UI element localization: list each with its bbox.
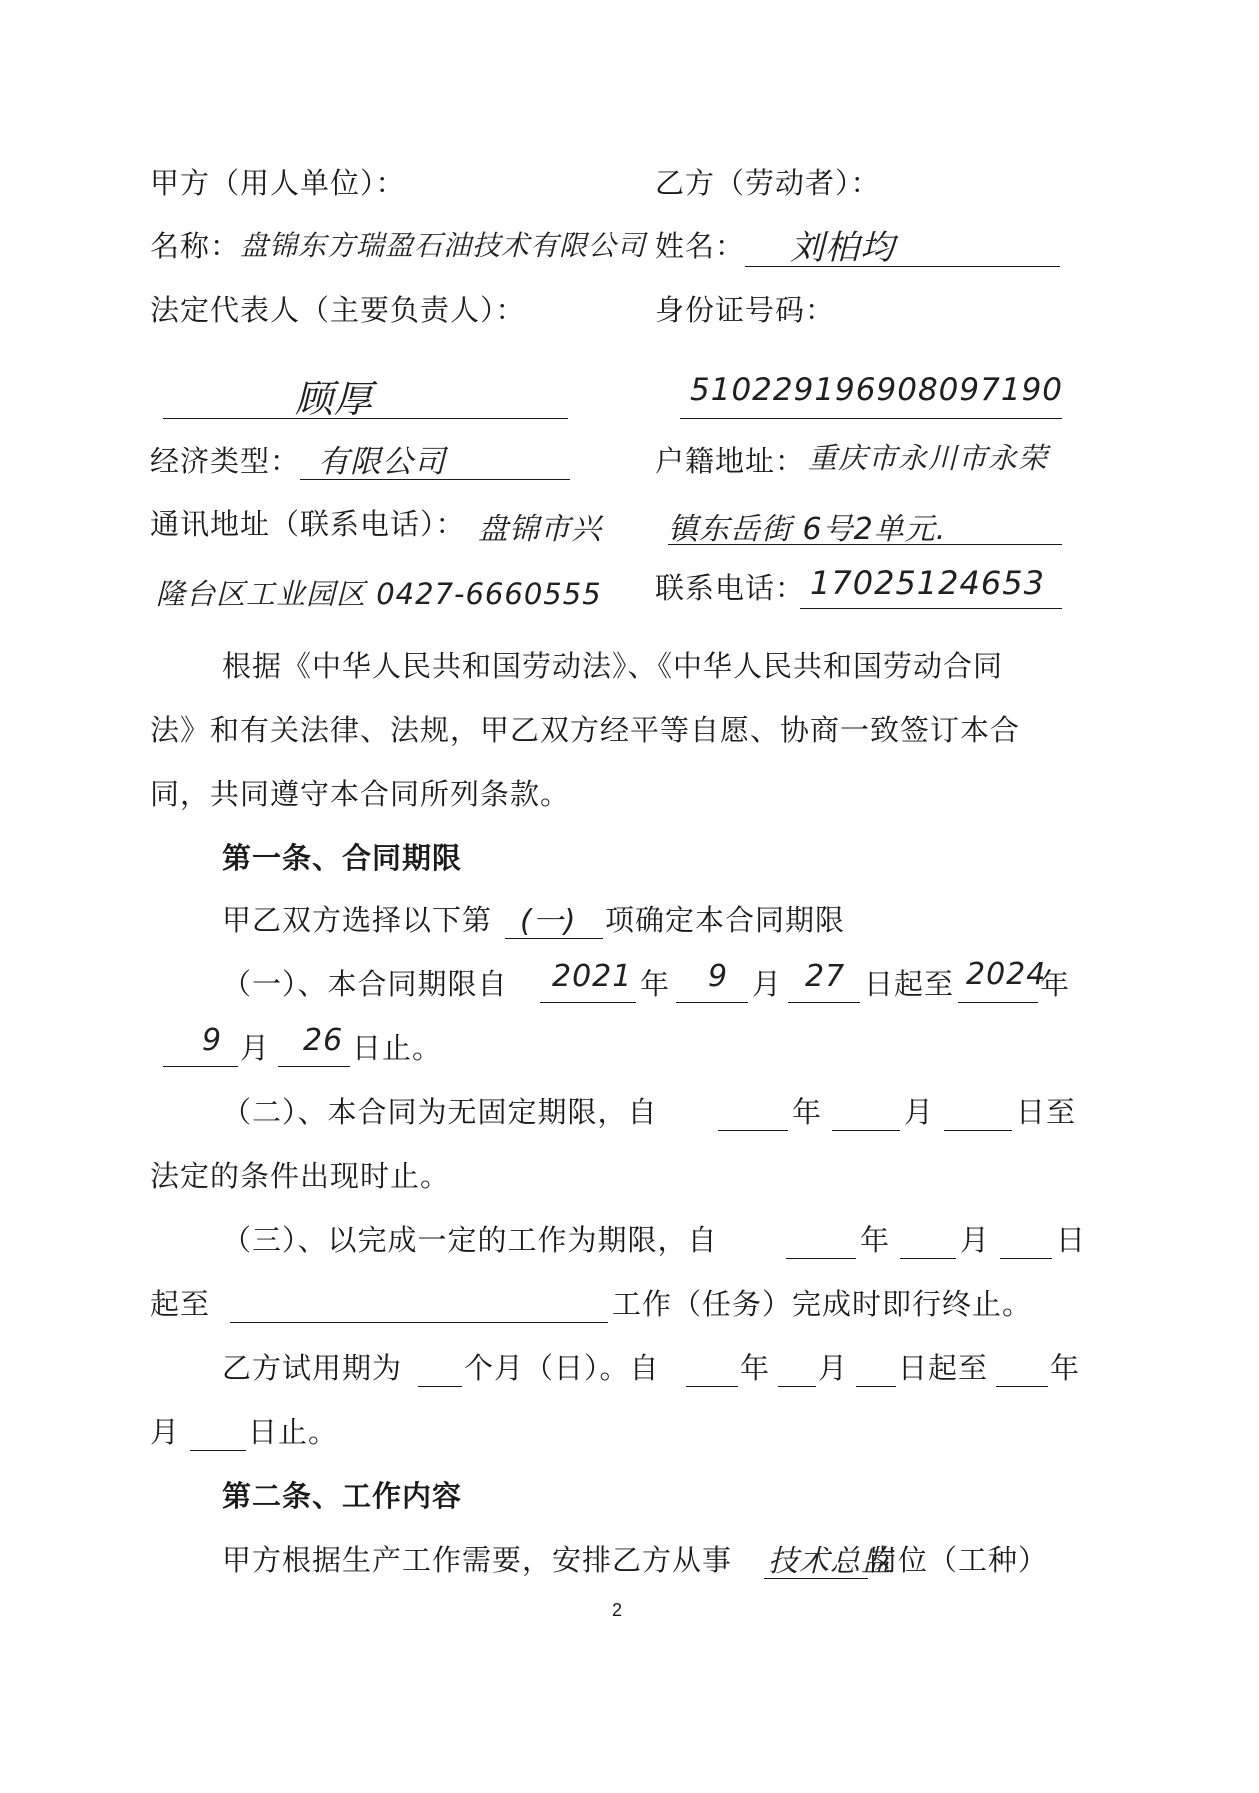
option-1-end-year-underline [958,1002,1038,1003]
party-a-addr-value-1: 盘锦市兴 [478,512,602,547]
option-1-start-year: 2021 [552,959,633,994]
party-a-heading: 甲方（用人单位）： [150,166,406,200]
option-3-day-blank [1000,1258,1052,1259]
option-1-end-year: 2024 [966,957,1047,992]
article-2-position-underline [764,1578,868,1579]
article-2-position-value: 技术总监 [768,1544,892,1579]
option-2-to: 日至 [1016,1095,1077,1129]
option-1-start-month: 9 [708,959,729,994]
option-1-start-to: 日起至 [864,967,955,1001]
probation-month-word: 月 [818,1351,849,1385]
option-1-end-month-underline [163,1066,238,1067]
party-b-phone-underline [800,608,1062,609]
preamble-line-1: 根据《中华人民共和国劳动法》、《中华人民共和国劳动合同 [222,649,1004,683]
option-3-year-blank [786,1258,856,1259]
option-3-day-word: 日 [1056,1223,1087,1257]
probation-start-year-blank [686,1386,738,1387]
party-b-name-label: 姓名： [655,229,746,263]
option-1-start-year-underline [540,1002,636,1003]
article-1-choose-underline [505,938,603,939]
party-a-rep-label: 法定代表人（主要负责人）： [150,293,526,327]
party-b-household-underline [668,544,1062,545]
option-2-line-2: 法定的条件出现时止。 [150,1159,451,1193]
probation-length-blank [418,1386,462,1387]
probation-day-to: 日起至 [898,1351,989,1385]
party-a-name-value: 盘锦东方瑞盈石油技术有限公司 [240,229,647,262]
option-3-year-word: 年 [860,1223,891,1257]
probation-year-word: 年 [740,1351,771,1385]
article-1-choose-suffix: 项确定本合同期限 [605,903,846,937]
option-2-month-blank [832,1130,900,1131]
probation-end-year-blank [996,1386,1048,1387]
page-number: 2 [612,1600,623,1620]
option-2-prefix: （二）、本合同为无固定期限，自 [222,1095,658,1129]
option-3-line-2-prefix: 起至 [150,1287,211,1321]
probation-unit: 个月（日）。自 [464,1351,660,1385]
probation-end-month-word: 月 [150,1415,181,1449]
option-1-end-day: 26 [303,1023,344,1058]
option-2-day-blank [944,1130,1012,1131]
probation-start-day-blank [856,1386,896,1387]
option-1-start-day-underline [788,1002,860,1003]
preamble-line-2: 法》和有关法律、法规，甲乙双方经平等自愿、协商一致签订本合 [150,713,1021,747]
party-a-addr-label: 通讯地址（联系电话）： [150,507,466,541]
party-b-household-label: 户籍地址： [655,444,806,478]
party-b-household-value-1: 重庆市永川市永荣 [808,441,1049,475]
party-b-id-underline [680,418,1062,419]
option-1-end-month-word: 月 [240,1031,271,1065]
party-b-heading: 乙方（劳动者）： [655,166,881,200]
party-a-name-label: 名称： [150,229,241,263]
article-1-title: 第一条、合同期限 [222,841,463,875]
party-a-econ-underline [300,479,570,480]
option-3-line-2-suffix: 工作（任务）完成时即行终止。 [612,1287,1033,1321]
option-1-prefix: （一）、本合同期限自 [222,967,508,1001]
option-3-task-blank [230,1322,608,1323]
article-2-line-suffix: 岗位（工种） [868,1543,1049,1577]
party-b-name-underline [745,266,1060,267]
probation-prefix: 乙方试用期为 [222,1351,403,1385]
probation-end-stop: 日止。 [248,1415,339,1449]
article-2-title: 第二条、工作内容 [222,1479,463,1513]
option-3-month-blank [900,1258,956,1259]
option-1-end-year-word: 年 [1040,967,1071,1001]
party-a-econ-label: 经济类型： [150,444,301,478]
party-a-rep-underline [163,418,568,419]
option-2-month-word: 月 [904,1095,935,1129]
option-1-year-word: 年 [640,967,671,1001]
article-2-line-prefix: 甲方根据生产工作需要，安排乙方从事 [222,1543,733,1577]
probation-end-day-blank [190,1450,246,1451]
party-a-addr-value-2: 隆台区工业园区 0427-6660555 [156,577,602,611]
article-1-choose-prefix: 甲乙双方选择以下第 [222,903,493,937]
party-b-id-label: 身份证号码： [655,293,836,327]
article-1-choose-value: (一) [520,904,577,939]
option-1-end-stop: 日止。 [352,1031,443,1065]
preamble-line-3: 同，共同遵守本合同所列条款。 [150,777,571,811]
option-2-year-word: 年 [792,1095,823,1129]
option-3-prefix: （三）、以完成一定的工作为期限，自 [222,1223,718,1257]
probation-start-month-blank [778,1386,816,1387]
option-2-year-blank [718,1130,788,1131]
party-b-phone-value: 17025124653 [810,564,1045,602]
option-1-end-month: 9 [202,1023,223,1058]
party-b-household-value-2: 镇东岳街 6号2单元. [668,512,947,547]
party-b-phone-label: 联系电话： [655,571,806,605]
option-1-start-month-underline [676,1002,748,1003]
option-3-month-word: 月 [960,1223,991,1257]
party-b-name-value: 刘柏均 [790,228,895,268]
party-a-econ-value: 有限公司 [318,444,446,480]
option-1-end-day-underline [278,1066,350,1067]
option-1-start-day: 27 [805,959,846,994]
party-b-id-value: 510229196908097190 [690,372,1064,408]
option-1-month-word: 月 [752,967,783,1001]
party-a-rep-value: 顾厚 [295,377,374,421]
probation-end-year-word: 年 [1050,1351,1081,1385]
